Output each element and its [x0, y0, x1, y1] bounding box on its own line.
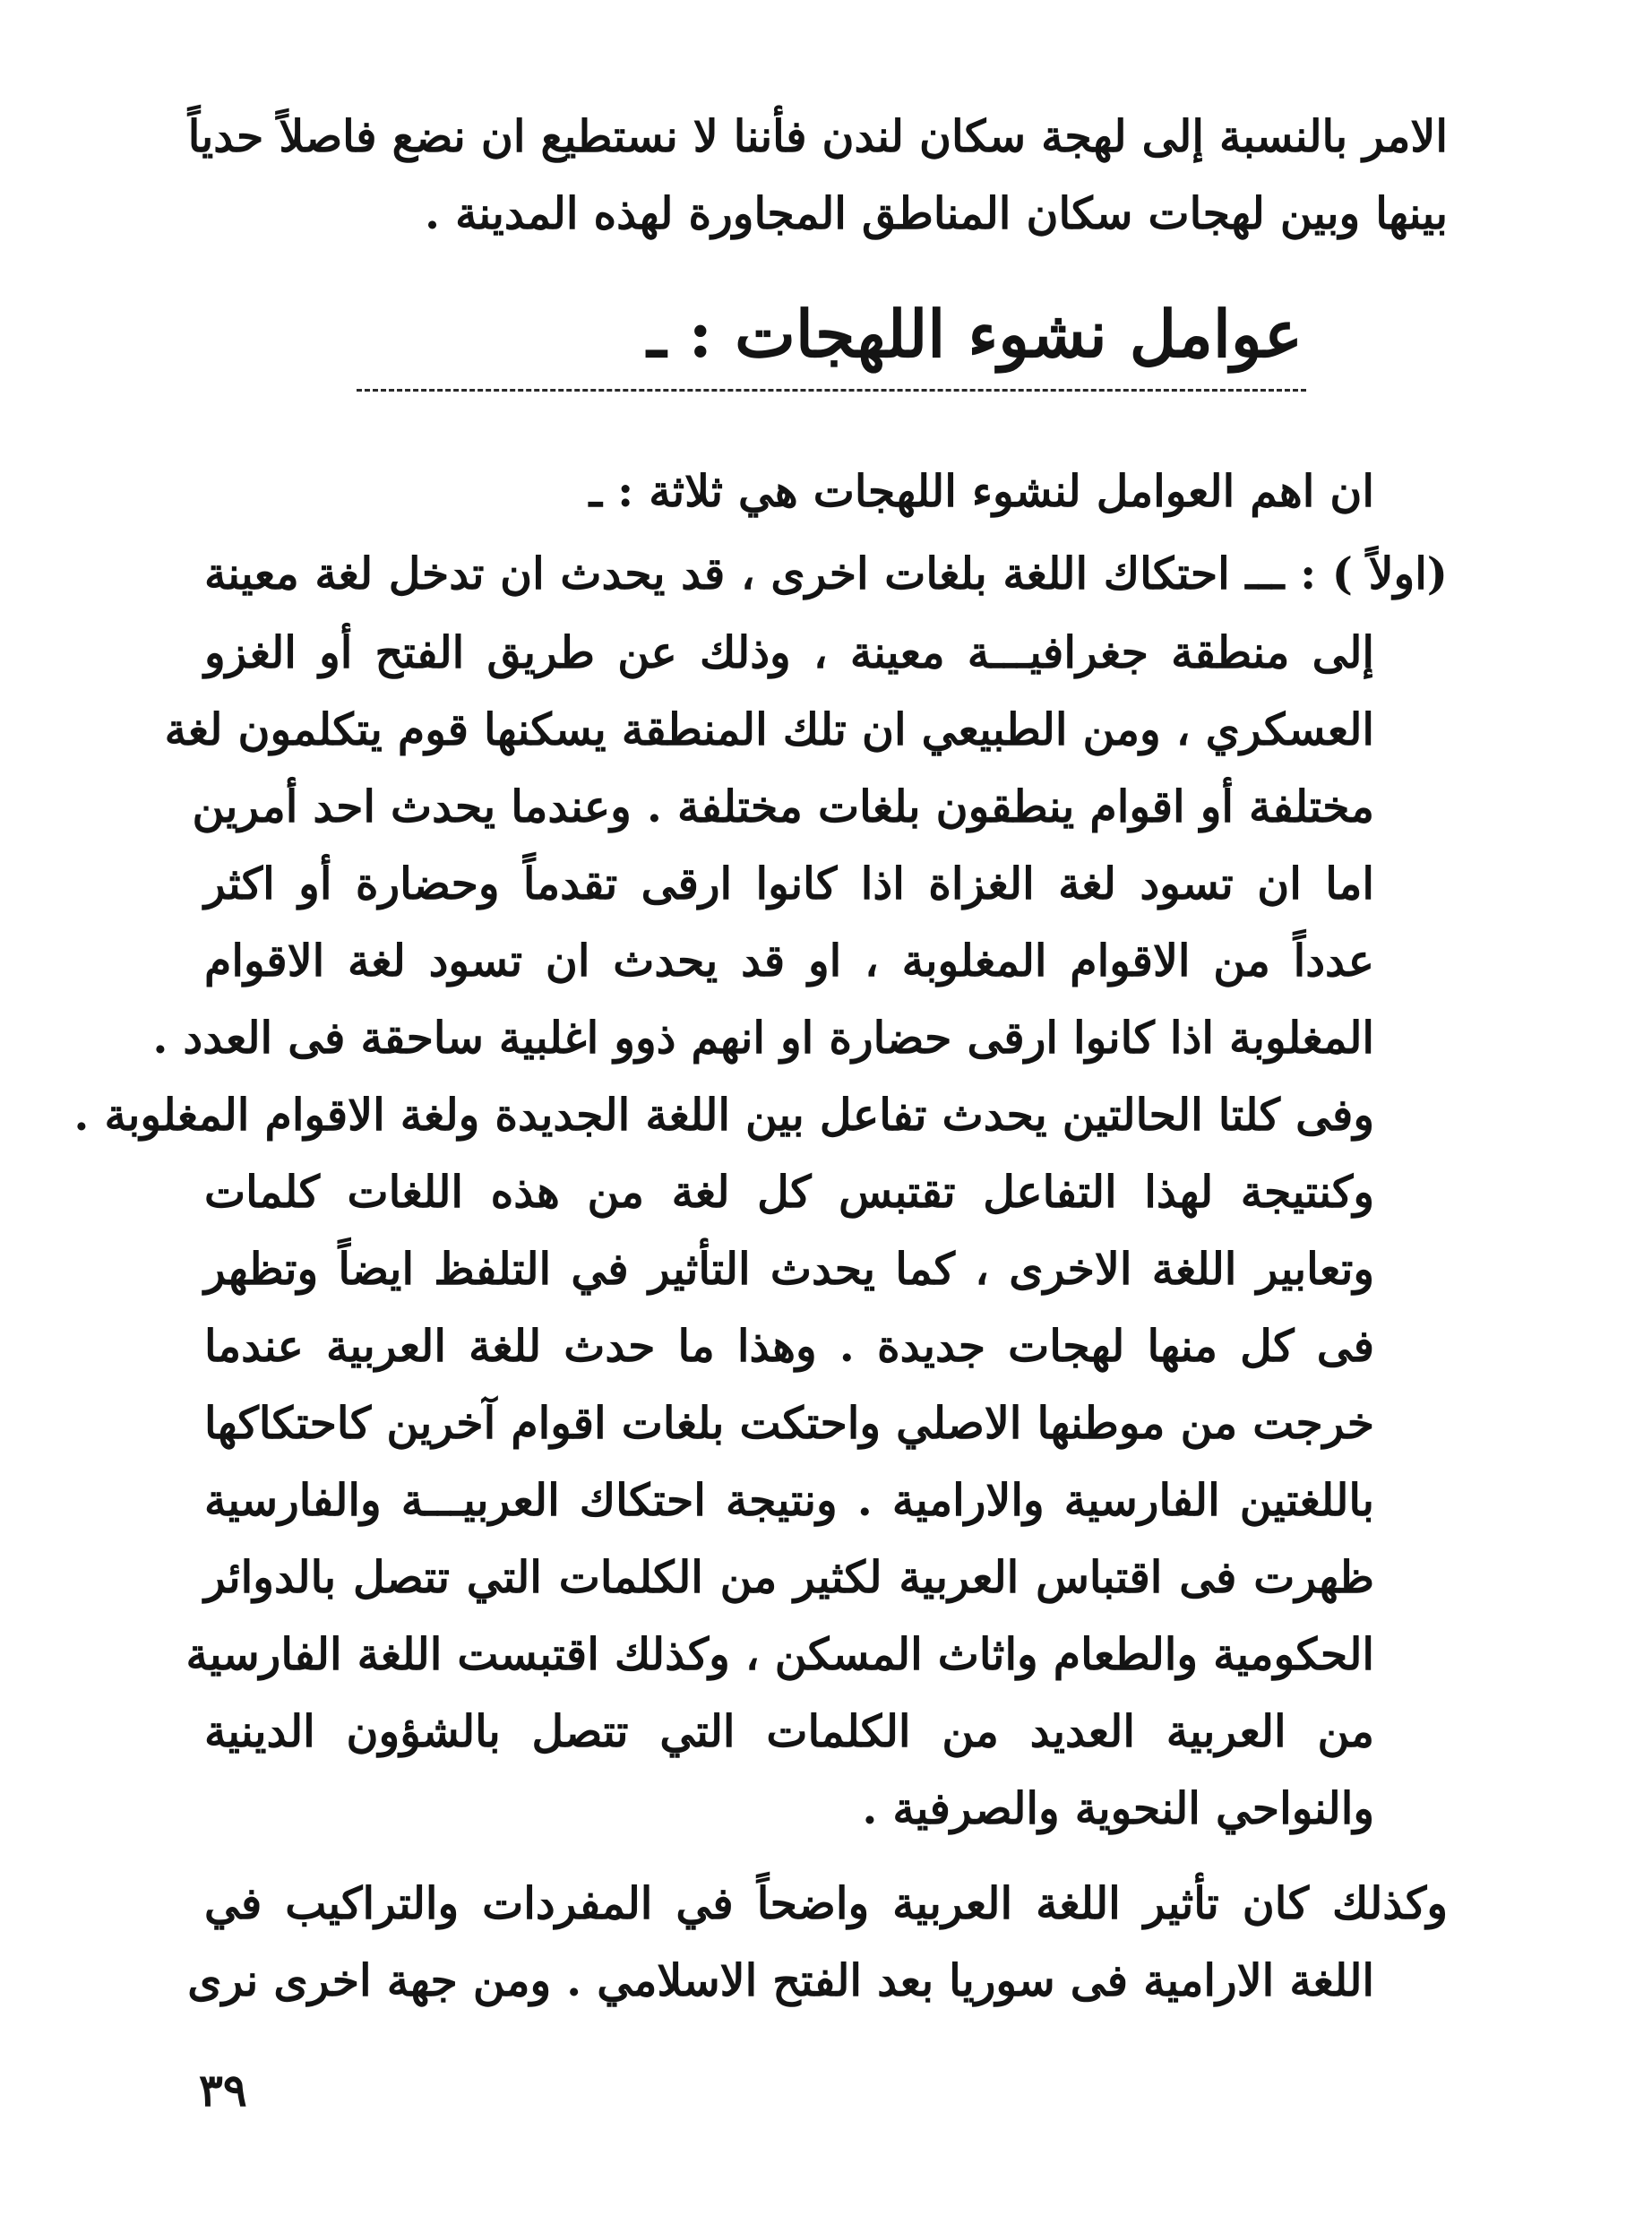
body-line: فى كل منها لهجات جديدة . وهذا ما حدث للغة العربية عندما — [204, 1320, 1374, 1372]
body-line: الحكومية والطعام واثاث المسكن ، وكذلك اقتبست اللغة الفارسية — [185, 1628, 1374, 1680]
body-line: باللغتين الفارسية والارامية . ونتيجة احتكاك العربيـــة والفارسية — [204, 1474, 1374, 1526]
body-line: مختلفة أو اقوام ينطقون بلغات مختلفة . وعندما يحدث احد أمرين — [192, 780, 1374, 832]
body-line: من العربية العديد من الكلمات التي تتصل بالشؤون الدينية — [204, 1705, 1374, 1757]
heading-underline — [357, 389, 1306, 392]
body-line: والنواحي النحوية والصرفية . — [862, 1782, 1374, 1834]
lead-line: ان اهم العوامل لنشوء اللهجات هي ثلاثة : ـ — [589, 465, 1374, 517]
body-line: العسكري ، ومن الطبيعي ان تلك المنطقة يسكنها قوم يتكلمون لغة — [164, 703, 1374, 755]
body-line: إلى منطقة جغرافيـــة معينة ، وذلك عن طريق الفتح أو الغزو — [204, 626, 1374, 678]
page-number: ٣٩ — [199, 2064, 247, 2117]
body-line: خرجت من موطنها الاصلي واحتكت بلغات اقوام آخرين كاحتكاكها — [204, 1397, 1374, 1449]
section-heading: عوامل نشوء اللهجات : ـ — [647, 296, 1303, 372]
body-line: عدداً من الاقوام المغلوبة ، او قد يحدث ان تسود لغة الاقوام — [204, 935, 1374, 987]
body-line: المغلوبة اذا كانوا ارقى حضارة او انهم ذوو اغلبية ساحقة فى العدد . — [152, 1012, 1374, 1064]
body-line: وفى كلتا الحالتين يحدث تفاعل بين اللغة الجديدة ولغة الاقوام المغلوبة . — [73, 1089, 1374, 1141]
body-line: وكنتيجة لهذا التفاعل تقتبس كل لغة من هذه اللغات كلمات — [204, 1166, 1374, 1218]
body-line: ظهرت فى اقتباس العربية لكثير من الكلمات التي تتصل بالدوائر — [204, 1551, 1374, 1603]
body-line: وتعابير اللغة الاخرى ، كما يحدث التأثير في التلفظ ايضاً وتظهر — [204, 1243, 1374, 1295]
closing-line-1: وكذلك كان تأثير اللغة العربية واضحاً في المفردات والتراكيب في — [204, 1877, 1448, 1929]
intro-line-2: بينها وبين لهجات سكان المناطق المجاورة لهذه المدينة . — [425, 187, 1448, 239]
body-line: اما ان تسود لغة الغزاة اذا كانوا ارقى تقدماً وحضارة أو اكثر — [204, 858, 1374, 910]
closing-line-2: اللغة الارامية فى سوريا بعد الفتح الاسلامي . ومن جهة اخرى نرى — [187, 1954, 1374, 2006]
intro-line-1: الامر بالنسبة إلى لهجة سكان لندن فأننا لا نستطيع ان نضع فاصلاً حدياً — [187, 110, 1448, 162]
first-factor-opening: (اولاً ) : ـــ احتكاك اللغة بلغات اخرى ، قد يحدث ان تدخل لغة معينة — [204, 547, 1448, 599]
